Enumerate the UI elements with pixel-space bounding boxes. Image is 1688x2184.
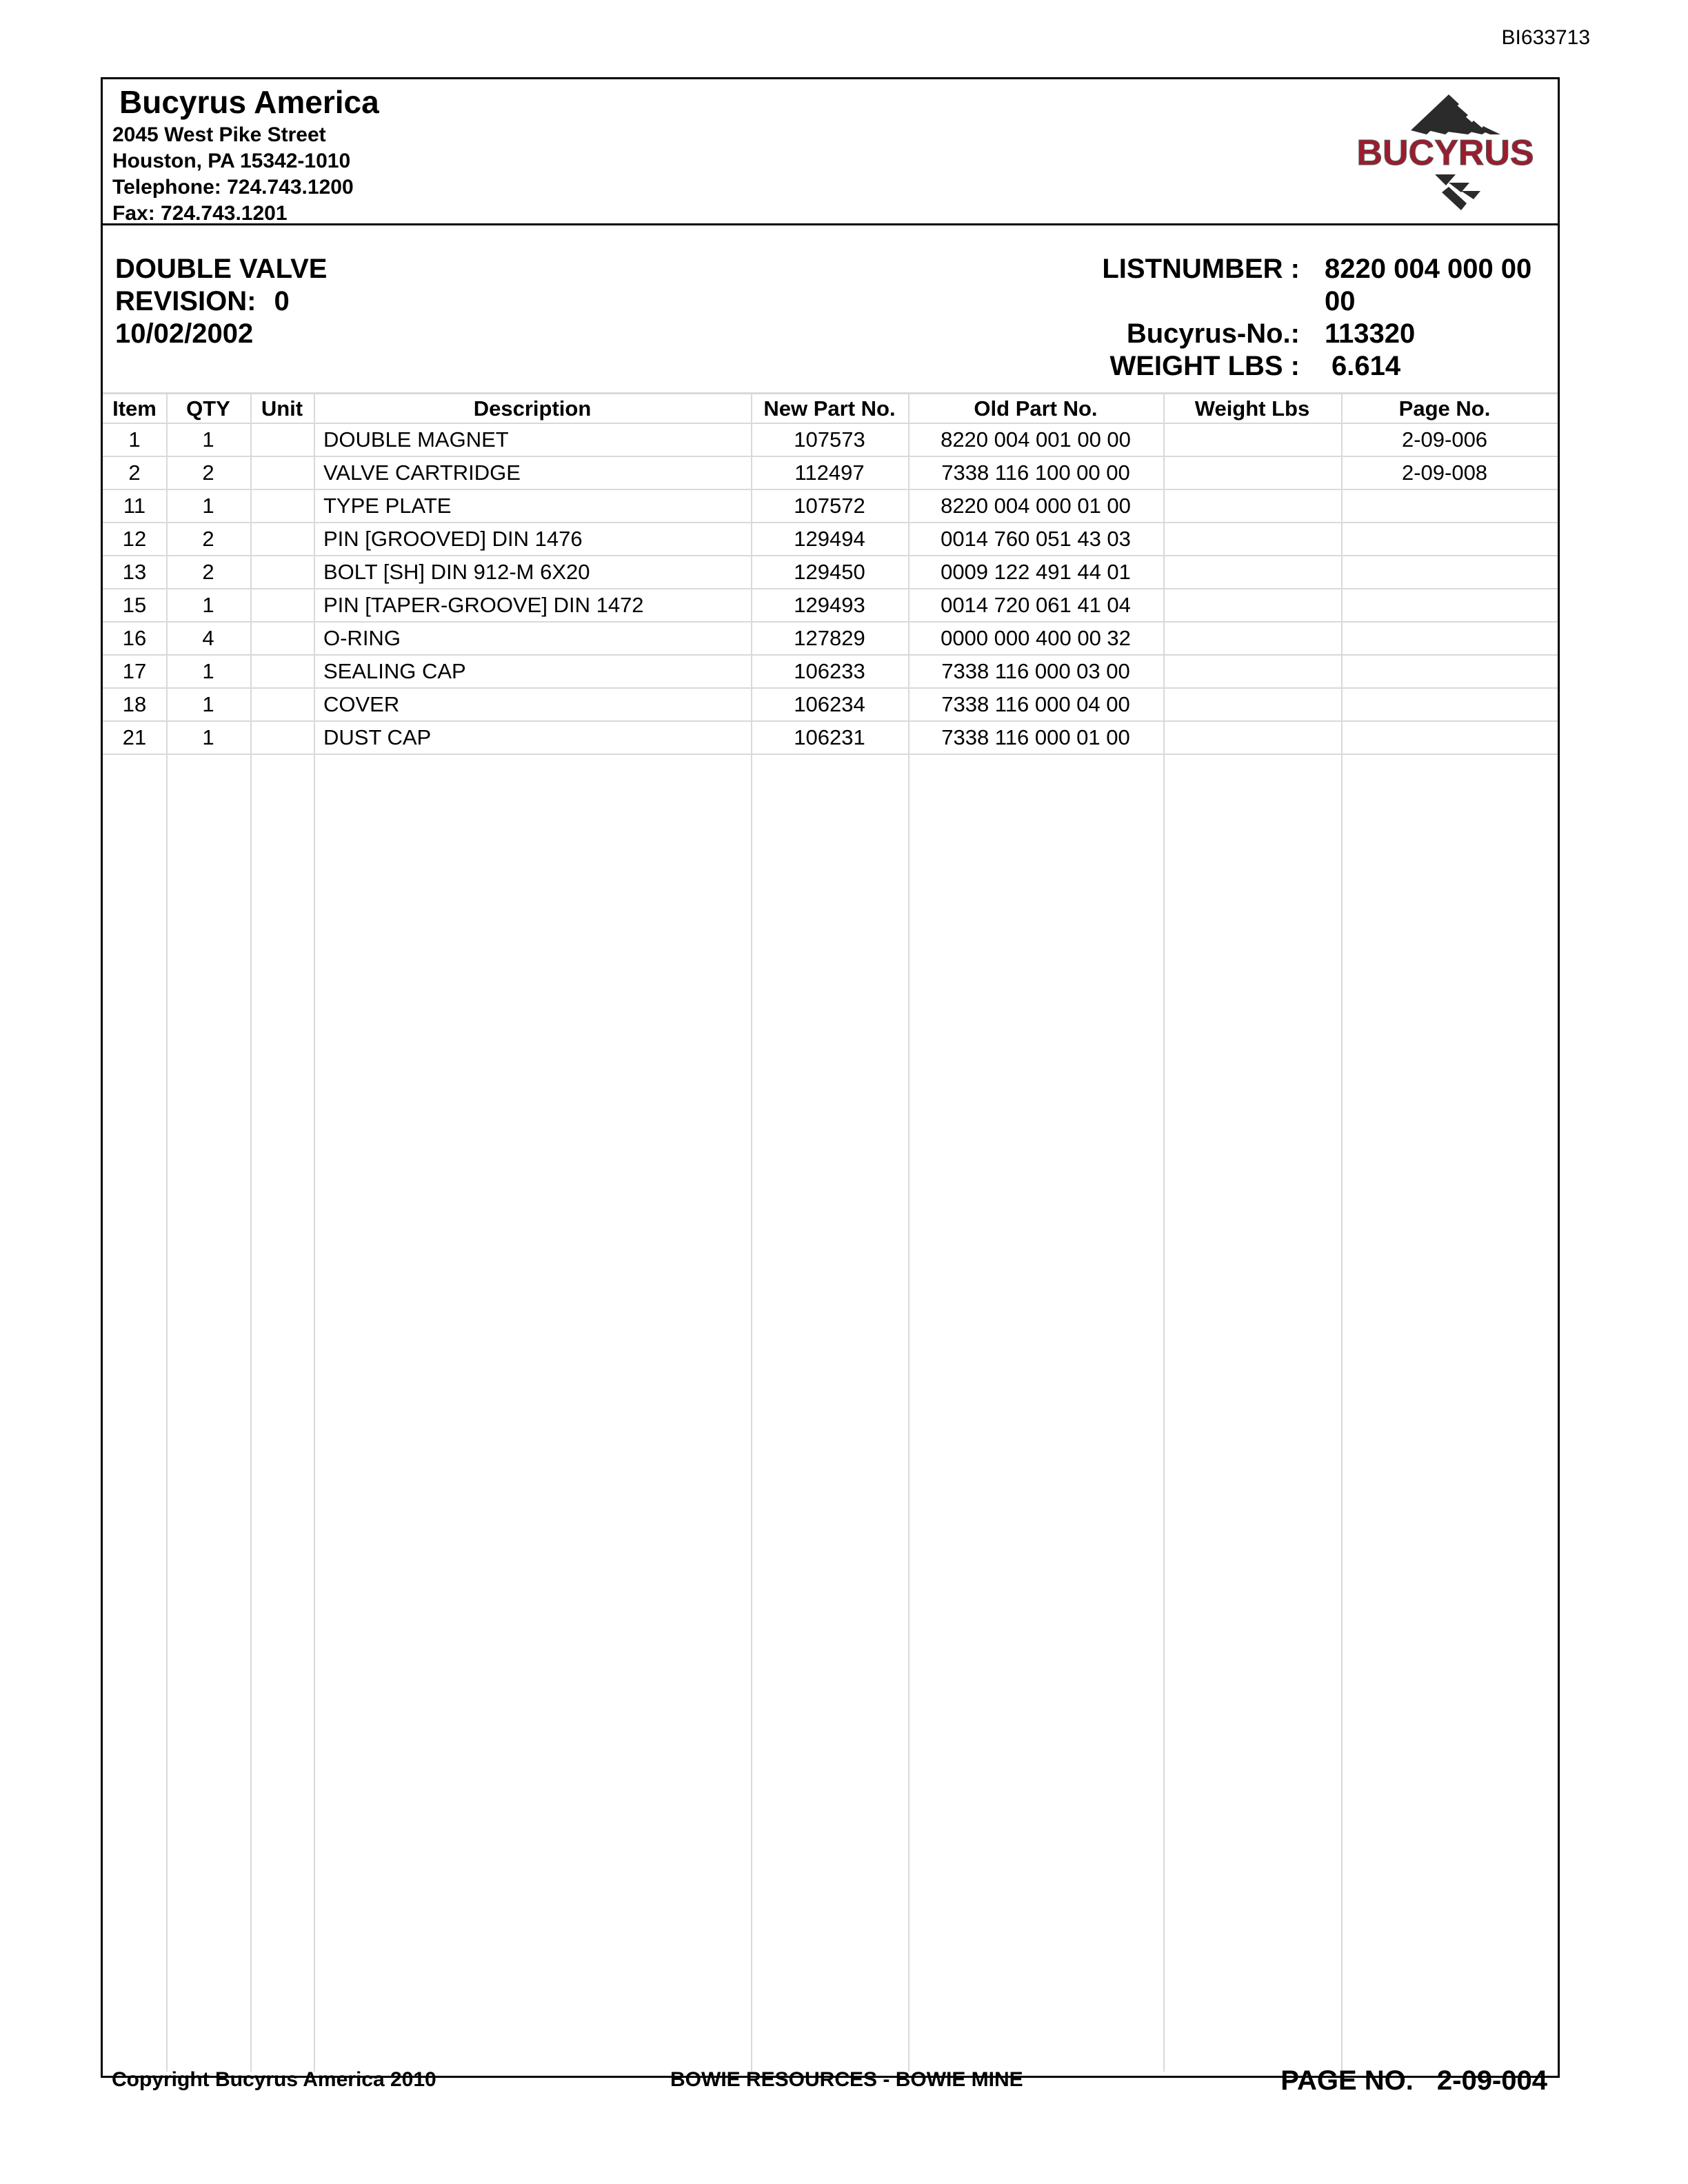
- table-row: [103, 423, 1558, 456]
- cell-weight: [1163, 689, 1341, 720]
- cell-item: 12: [122, 527, 147, 551]
- cell-item: 17: [122, 659, 147, 683]
- cell-page-no: [1341, 490, 1548, 522]
- cell-unit: [250, 523, 314, 555]
- cell-page-no: [1341, 556, 1548, 588]
- cell-qty: 1: [202, 659, 214, 683]
- cell-qty: 1: [202, 494, 214, 518]
- header-weight: Weight Lbs: [1194, 396, 1310, 421]
- document-id: BI633713: [1501, 26, 1590, 49]
- cell-page-no: [1341, 589, 1548, 621]
- cell-new-part-no: 127829: [794, 626, 865, 650]
- bucyrus-no-label: Bucyrus-No.:: [1126, 318, 1300, 349]
- bucyrus-logo: [1345, 89, 1545, 213]
- table-row: [103, 456, 1558, 489]
- table-row: [103, 720, 1558, 754]
- cell-weight: [1163, 556, 1341, 588]
- cell-new-part-no: 107572: [794, 494, 865, 518]
- cell-description: DOUBLE MAGNET: [323, 427, 509, 452]
- revision-line: [115, 285, 327, 318]
- cell-new-part-no: 107573: [794, 427, 865, 452]
- header-unit: Unit: [261, 396, 303, 421]
- table-header: [103, 392, 1558, 423]
- cell-page-no: [1341, 656, 1548, 687]
- assembly-info-right: [1102, 253, 1547, 383]
- cell-weight: [1163, 424, 1341, 456]
- cell-unit: [250, 689, 314, 720]
- cell-page-no: [1341, 689, 1548, 720]
- cell-item: 21: [122, 725, 147, 749]
- parts-list-frame: [101, 77, 1560, 2078]
- cell-page-no: 2-09-008: [1401, 461, 1488, 485]
- cell-unit: [250, 722, 314, 754]
- assembly-info-left: [115, 253, 327, 350]
- table-row-divider: [103, 754, 1558, 755]
- revision-label: REVISION:: [115, 286, 257, 316]
- cell-weight: [1163, 722, 1341, 754]
- cell-weight: [1163, 457, 1341, 489]
- cell-description: SEALING CAP: [323, 659, 466, 683]
- cell-description: O-RING: [323, 626, 401, 650]
- cell-unit: [250, 424, 314, 456]
- cell-weight: [1163, 523, 1341, 555]
- cell-old-part-no: 7338 116 000 04 00: [941, 692, 1130, 716]
- company-street: 2045 West Pike Street: [112, 123, 326, 146]
- footer-customer: BOWIE RESOURCES - BOWIE MINE: [670, 2068, 1023, 2091]
- cell-unit: [250, 490, 314, 522]
- cell-qty: 1: [202, 725, 214, 749]
- cell-old-part-no: 7338 116 100 00 00: [941, 461, 1130, 485]
- list-number-line: [1102, 253, 1547, 318]
- footer-page-label: PAGE NO.: [1280, 2065, 1414, 2096]
- company-header: [103, 79, 1558, 225]
- cell-item: 2: [128, 461, 141, 485]
- revision-value: 0: [274, 286, 290, 316]
- cell-page-no: [1341, 722, 1548, 754]
- cell-item: 1: [128, 427, 141, 452]
- table-row: [103, 654, 1558, 687]
- company-telephone: Telephone: 724.743.1200: [112, 176, 354, 199]
- cell-weight: [1163, 656, 1341, 687]
- cell-weight: [1163, 623, 1341, 654]
- cell-new-part-no: 129494: [794, 527, 865, 551]
- cell-description: VALVE CARTRIDGE: [323, 461, 521, 485]
- cell-item: 16: [122, 626, 147, 650]
- cell-unit: [250, 623, 314, 654]
- cell-new-part-no: 129493: [794, 593, 865, 617]
- table-row: [103, 522, 1558, 555]
- cell-old-part-no: 7338 116 000 03 00: [941, 659, 1130, 683]
- list-number-value: 8220 004 000 00 00: [1325, 254, 1532, 316]
- cell-unit: [250, 656, 314, 687]
- table-row: [103, 588, 1558, 621]
- cell-old-part-no: 8220 004 000 01 00: [941, 494, 1131, 518]
- footer-page-number: [1280, 2065, 1547, 2096]
- header-qty: QTY: [186, 396, 230, 421]
- assembly-title: DOUBLE VALVE: [115, 254, 328, 284]
- header-item: Item: [112, 396, 157, 421]
- cell-unit: [250, 457, 314, 489]
- cell-item: 11: [123, 494, 146, 518]
- cell-weight: [1163, 589, 1341, 621]
- cell-weight: [1163, 490, 1341, 522]
- list-number-label: LISTNUMBER :: [1102, 254, 1300, 284]
- cell-qty: 1: [202, 593, 214, 617]
- header-description: Description: [473, 396, 592, 421]
- cell-qty: 4: [202, 626, 214, 650]
- parts-table: [103, 392, 1558, 2072]
- cell-old-part-no: 0009 122 491 44 01: [941, 560, 1131, 584]
- table-row: [103, 555, 1558, 588]
- cell-description: DUST CAP: [323, 725, 432, 749]
- cell-unit: [250, 589, 314, 621]
- weight-value: 6.614: [1332, 351, 1401, 381]
- cell-new-part-no: 112497: [794, 461, 865, 485]
- cell-old-part-no: 0014 720 061 41 04: [941, 593, 1131, 617]
- weight-label: WEIGHT LBS :: [1109, 351, 1300, 381]
- company-fax: Fax: 724.743.1201: [112, 202, 288, 225]
- cell-item: 13: [122, 560, 147, 584]
- cell-old-part-no: 8220 004 001 00 00: [941, 427, 1131, 452]
- header-page-no: Page No.: [1398, 396, 1491, 421]
- bucyrus-no-value: 113320: [1325, 318, 1416, 349]
- cell-item: 18: [122, 692, 147, 716]
- assembly-date: 10/02/2002: [115, 318, 254, 349]
- cell-new-part-no: 106234: [794, 692, 865, 716]
- weight-line: [1102, 350, 1547, 383]
- cell-qty: 2: [202, 560, 214, 584]
- cell-qty: 1: [202, 427, 214, 452]
- table-row: [103, 489, 1558, 522]
- cell-new-part-no: 106231: [794, 725, 865, 749]
- cell-qty: 1: [202, 692, 214, 716]
- cell-page-no: 2-09-006: [1401, 427, 1488, 452]
- cell-description: BOLT [SH] DIN 912-M 6X20: [323, 560, 590, 584]
- cell-new-part-no: 106233: [794, 659, 865, 683]
- cell-description: TYPE PLATE: [323, 494, 452, 518]
- cell-new-part-no: 129450: [794, 560, 865, 584]
- footer-page-value: 2-09-004: [1436, 2065, 1547, 2096]
- cell-page-no: [1341, 523, 1548, 555]
- cell-old-part-no: 0000 000 400 00 32: [941, 626, 1131, 650]
- cell-qty: 2: [202, 527, 214, 551]
- table-row: [103, 621, 1558, 654]
- cell-description: PIN [TAPER-GROOVE] DIN 1472: [323, 593, 644, 617]
- cell-page-no: [1341, 623, 1548, 654]
- company-address-block: [112, 122, 354, 227]
- cell-unit: [250, 556, 314, 588]
- page-footer: [0, 2065, 1688, 2110]
- table-row: [103, 687, 1558, 720]
- footer-copyright: Copyright Bucyrus America 2010: [112, 2068, 436, 2091]
- header-new-part-no: New Part No.: [763, 396, 896, 421]
- cell-description: COVER: [323, 692, 400, 716]
- cell-old-part-no: 0014 760 051 43 03: [941, 527, 1131, 551]
- cell-old-part-no: 7338 116 000 01 00: [941, 725, 1130, 749]
- company-name: Bucyrus America: [119, 84, 379, 120]
- logo-wordmark: BUCYRUS: [1356, 133, 1534, 173]
- company-city: Houston, PA 15342-1010: [112, 150, 351, 172]
- cell-item: 15: [122, 593, 147, 617]
- bucyrus-no-line: [1102, 318, 1547, 350]
- cell-description: PIN [GROOVED] DIN 1476: [323, 527, 583, 551]
- cell-qty: 2: [202, 461, 214, 485]
- header-old-part-no: Old Part No.: [974, 396, 1098, 421]
